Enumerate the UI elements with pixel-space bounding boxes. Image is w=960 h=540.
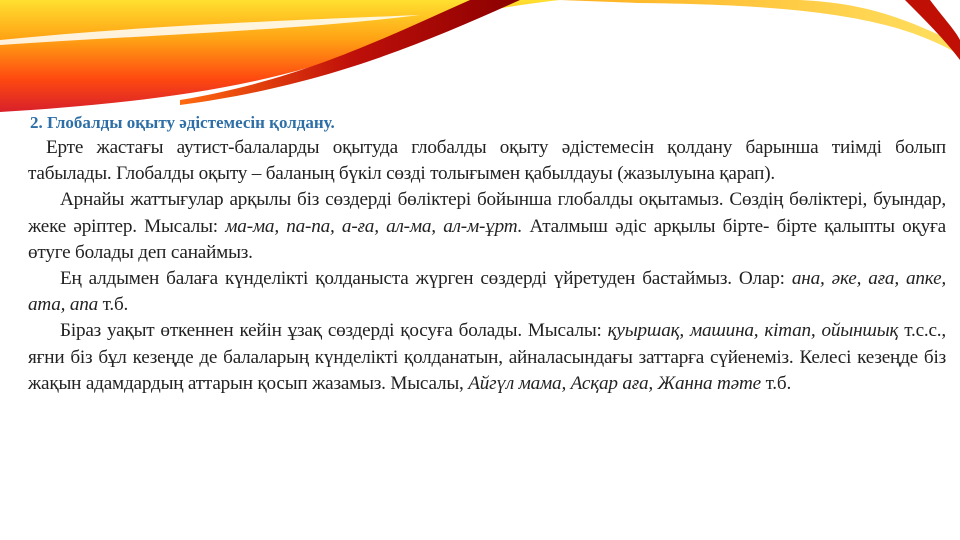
slide-heading: 2. Глобалды оқыту әдістемесін қолдану. (30, 113, 335, 132)
text-segment: Аталмыш әдіс арқылы бірте- бірте қалыпты оқуға өтуге болады деп санаймыз. (28, 215, 946, 263)
example-words: ма-ма, па-па, а-ға, ал-ма, ал-м-ұрт. (225, 215, 523, 237)
paragraph-1 (28, 135, 946, 187)
text-segment: Біраз уақыт өткеннен кейін ұзақ сөздерді қосуға болады. Мысалы: (60, 320, 608, 342)
paragraph-3 (28, 266, 946, 318)
text-segment: Ерте жастағы аутист-балаларды оқытуда глобалды оқыту әдістемесін қолдану барынша тиімді болып табылады. Глобалды оқыту – баланың бүкіл сөзді толығымен қабылдауы (жазылуына қарап). (28, 137, 946, 185)
paragraph-2 (28, 187, 946, 266)
example-words: ана, әке, аға, апке, ата, апа (28, 268, 946, 316)
example-words: қуыршақ, машина, кітап, ойыншық (607, 320, 899, 342)
text-segment: Ең алдымен балаға күнделікті қолданыста жүрген сөздерді үйретуден бастаймыз. Олар: (60, 268, 792, 290)
text-segment: т.с.с., яғни біз бұл кезеңде де балаларың күнделікті қолданатын, айналасындағы заттарға сүйенеміз. Келесі кезеңде біз жақын адамдардың аттарын қосып жазамыз. Мысалы, (28, 320, 946, 394)
paragraph-4 (28, 318, 946, 397)
decorative-swoosh-banner (0, 0, 960, 120)
text-segment: т.б. (98, 294, 129, 316)
text-segment: Арнайы жаттығулар арқылы біз сөздерді бөліктері бойынша глобалды оқытамыз. Сөздің бөліктері, буындар, жеке әріптер. Мысалы: (28, 189, 946, 237)
text-segment: т.б. (760, 372, 792, 394)
example-names: Айгүл мама, Асқар аға, Жанна тәте (468, 372, 761, 394)
slide-body-text (28, 135, 946, 397)
